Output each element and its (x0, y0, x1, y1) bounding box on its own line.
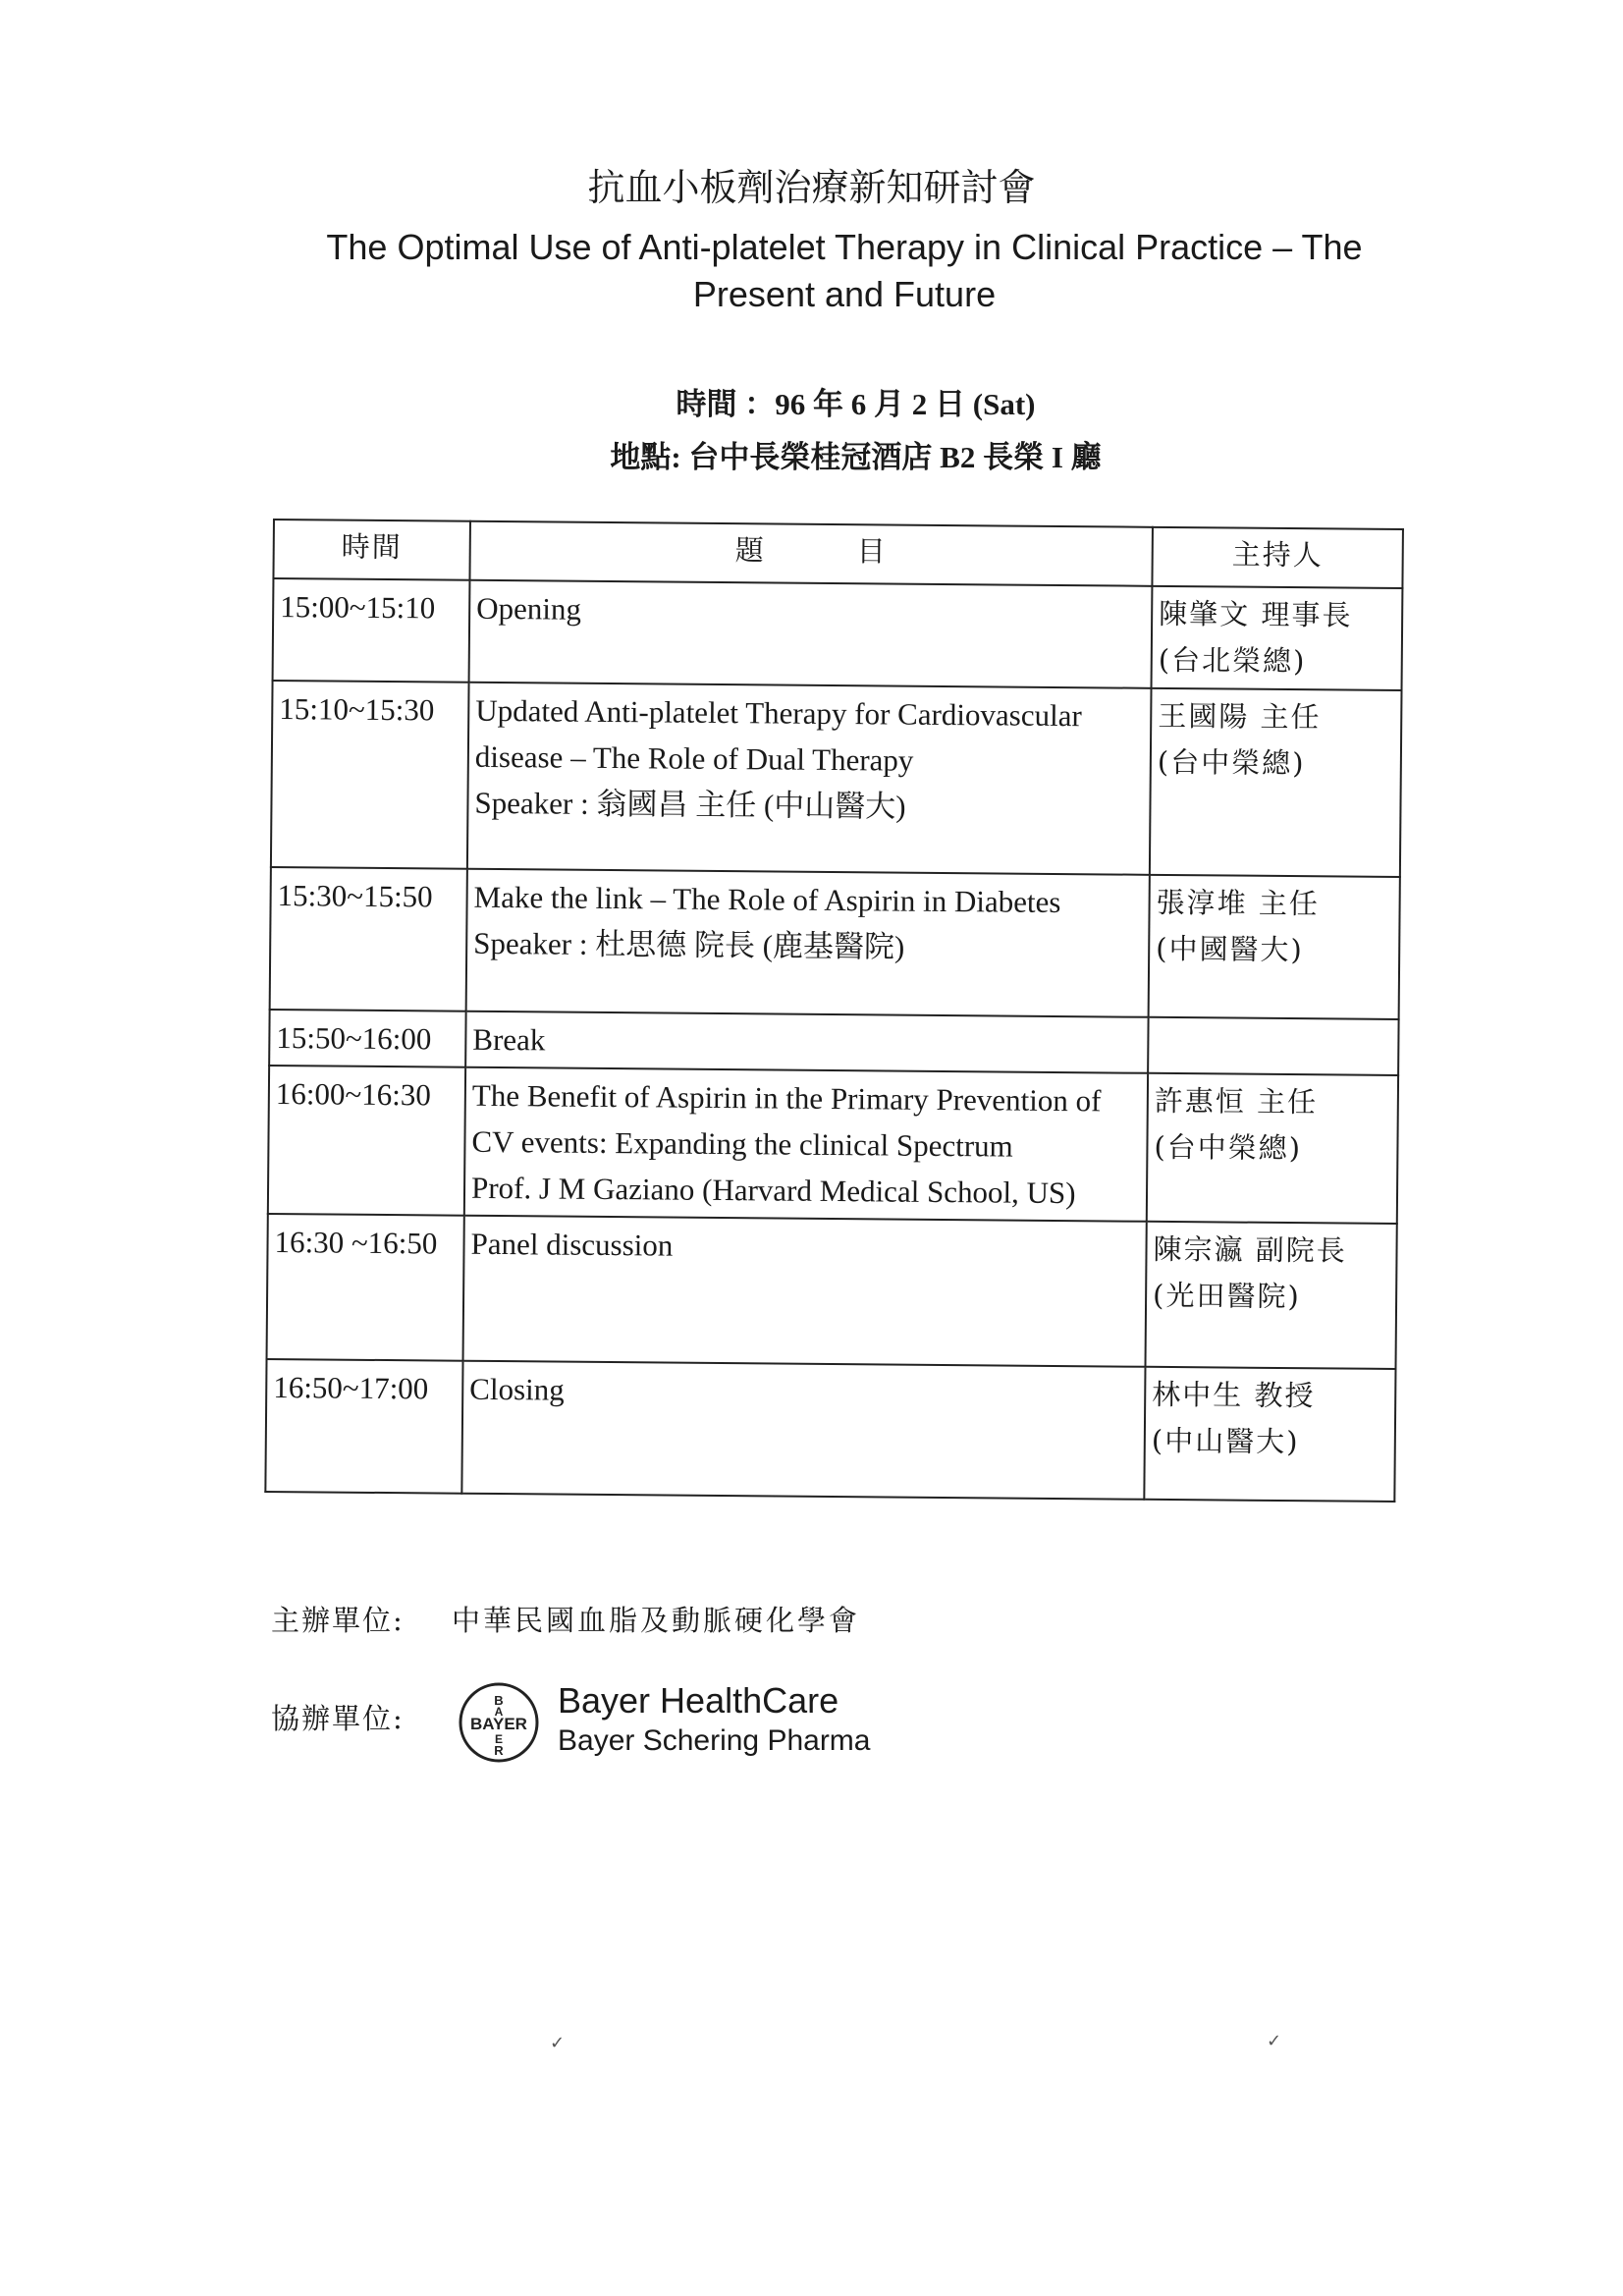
table-row (267, 1214, 1397, 1369)
topic-line: The Benefit of Aspirin in the Primary Prevention of (471, 1077, 1102, 1119)
bayer-logo-text: BAYER (470, 1715, 527, 1733)
topic-line: CV events: Expanding the clinical Spectrum (471, 1123, 1013, 1164)
cell-host (1150, 688, 1402, 877)
topic-line: Updated Anti-platelet Therapy for Cardiovascular (475, 692, 1082, 734)
table-row (269, 1010, 1398, 1075)
cell-host (1152, 586, 1403, 690)
host-line: (台北榮總) (1158, 642, 1307, 679)
cell-topic (464, 1067, 1148, 1222)
cell-topic (467, 683, 1152, 875)
host-line: 張淳堆 主任 (1156, 885, 1320, 921)
host-line: 陳肇文 理事長 (1159, 596, 1353, 632)
bayer-line1: Bayer HealthCare (558, 1680, 839, 1721)
header-host: 主持人 (1152, 527, 1403, 588)
cell-host (1144, 1367, 1395, 1502)
cell-time: 15:00~15:10 (273, 578, 470, 683)
organizer-name: 中華民國血脂及動脈硬化學會 (452, 1604, 861, 1637)
host-line (1156, 1022, 1392, 1024)
host-line: (台中榮總) (1154, 1129, 1303, 1166)
agenda-table (264, 519, 1404, 1503)
scan-mark: ✓ (550, 2033, 566, 2053)
table-row (268, 1066, 1398, 1224)
topic-line: Prof. J M Gaziano (Harvard Medical School, US) (470, 1170, 1076, 1211)
event-time: 時間 ：96 年 6 月 2 日 (Sat) (676, 387, 1036, 421)
table-row (271, 681, 1402, 877)
cell-time: 16:30 ~16:50 (267, 1214, 464, 1361)
scan-mark: ✓ (1267, 2031, 1282, 2051)
cell-time: 16:00~16:30 (268, 1066, 465, 1216)
svg-text:R: R (494, 1743, 504, 1758)
host-line: (中山醫大) (1151, 1423, 1300, 1459)
cell-time: 15:30~15:50 (270, 867, 467, 1011)
host-line: (台中榮總) (1157, 744, 1306, 781)
table-row (273, 578, 1403, 690)
cell-host (1147, 1073, 1398, 1224)
host-line: 王國陽 主任 (1158, 698, 1322, 735)
cell-time: 15:10~15:30 (271, 681, 469, 869)
cell-host (1149, 875, 1400, 1019)
topic-line: Make the link – The Role of Aspirin in Diabetes (473, 879, 1061, 920)
cell-topic (466, 869, 1150, 1017)
organizer-label: 主辦單位: (271, 1604, 405, 1637)
cell-topic (465, 1011, 1148, 1073)
header-topic: 題 目 (469, 521, 1152, 586)
cell-topic (463, 1216, 1147, 1367)
cell-host (1145, 1222, 1396, 1369)
table-row (265, 1359, 1395, 1502)
host-line: (光田醫院) (1152, 1278, 1301, 1314)
table-header-row (273, 519, 1402, 588)
event-place: 地點: 台中長榮桂冠酒店 B2 長榮 I 廳 (610, 440, 1102, 474)
title-english: The Optimal Use of Anti-platelet Therapy in Clinical Practice – The Present and Future (326, 227, 1363, 314)
svg-text:A: A (494, 1705, 504, 1719)
coorganizer-label: 協辦單位: (271, 1702, 405, 1735)
host-line: 林中生 教授 (1152, 1377, 1316, 1413)
host-line: 陳宗瀛 副院長 (1153, 1231, 1347, 1268)
topic-line: Panel discussion (470, 1226, 674, 1263)
topic-line: disease – The Role of Dual Therapy (474, 738, 914, 778)
bayer-brand (558, 1679, 871, 1760)
topic-line: Opening (476, 590, 582, 627)
svg-text:E: E (494, 1732, 504, 1746)
cell-topic (461, 1361, 1145, 1500)
bayer-line2: Bayer Schering Pharma (558, 1724, 871, 1757)
header-time: 時間 (273, 519, 470, 580)
svg-text:B: B (494, 1693, 504, 1708)
host-line: (中國醫大) (1156, 931, 1304, 967)
bayer-cross-logo (458, 1681, 540, 1764)
cell-host (1148, 1017, 1398, 1075)
topic-line: Break (472, 1021, 546, 1058)
topic-line: Closing (469, 1371, 565, 1407)
cell-time: 15:50~16:00 (269, 1010, 465, 1067)
topic-line: Speaker : 杜思德 院長 (鹿基醫院) (473, 925, 905, 964)
table-row (270, 867, 1400, 1019)
topic-line: Speaker : 翁國昌 主任 (中山醫大) (474, 785, 906, 824)
cell-topic (469, 580, 1153, 688)
host-line: 許惠恒 主任 (1154, 1083, 1319, 1120)
title-chinese: 抗血小板劑治療新知研討會 (587, 166, 1036, 209)
cell-time: 16:50~17:00 (265, 1359, 462, 1494)
